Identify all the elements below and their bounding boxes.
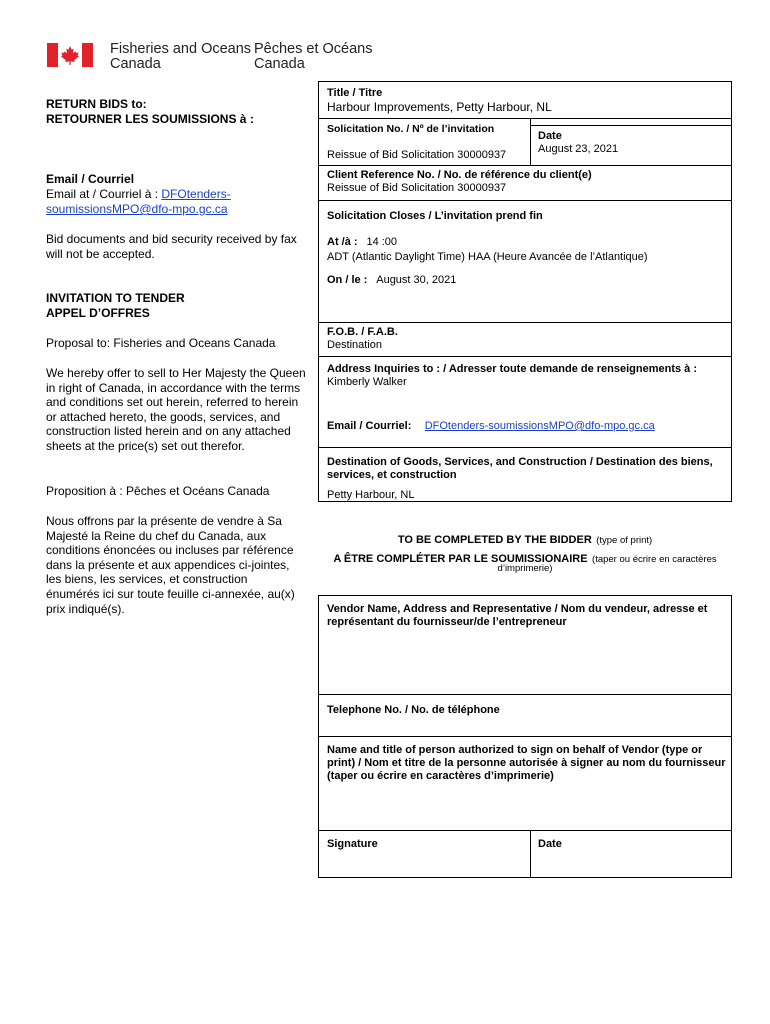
contact-email-link[interactable]: DFOtenders-soumissionsMPO@dfo-mpo.gc.ca (424, 420, 655, 432)
email-link-part1[interactable]: DFOtenders- (161, 187, 231, 201)
closing-time (327, 232, 397, 250)
telephone-field[interactable] (319, 718, 731, 735)
date-label: Date (538, 130, 562, 142)
contact-email-label: Email / Courriel: (327, 420, 412, 432)
fob-label: F.O.B. / F.A.B. (327, 326, 398, 338)
dept-fr-line2: Canada (254, 56, 305, 72)
complete-fr-note2: d’imprimerie) (497, 563, 553, 574)
signature-date-field[interactable] (531, 852, 731, 876)
return-bids-fr: RETOURNER LES SOUMISSIONS à : (46, 112, 254, 126)
on-value: August 30, 2021 (376, 274, 457, 286)
closes-label: Solicitation Closes / L’invitation prend fin (327, 210, 543, 222)
email-link-part2[interactable]: soumissionsMPO@dfo-mpo.gc.ca (46, 202, 228, 216)
timezone: ADT (Atlantic Daylight Time) HAA (Heure Avancée de l’Atlantique) (327, 251, 648, 263)
proposal-en: Proposal to: Fisheries and Oceans Canada (46, 336, 276, 350)
proposal-fr: Proposition à : Pêches et Océans Canada (46, 484, 270, 498)
offer-fr: Nous offrons par la présente de vendre à Sa Majesté la Reine du chef du Canada, aux conditions énoncées ou incluses par référence dans la présente et aux appendices ci-jointes, les biens, les services, et construction énumérés ici sur toute feuille ci-annexée, au(x) prix indiqué(s). (46, 514, 295, 616)
date-value: August 23, 2021 (538, 143, 619, 155)
closing-date (327, 270, 456, 288)
complete-fr-note1: (taper ou écrire en caractères (592, 554, 717, 565)
complete-en-note: (type of print) (596, 535, 653, 546)
destination-label: Destination of Goods, Services, and Construction / Destination des biens, services, et construction (327, 456, 713, 481)
dept-en-line1: Fisheries and Oceans (110, 41, 252, 57)
dept-fr-line1: Pêches et Océans (254, 41, 373, 57)
solicitation-value: Reissue of Bid Solicitation 30000937 (327, 149, 507, 161)
on-label: On / le : (327, 274, 368, 286)
signature-label: Signature (327, 838, 378, 850)
fax-note: Bid documents and bid security received by fax will not be accepted. (46, 232, 297, 261)
email-line (46, 187, 308, 202)
invitation-en: INVITATION TO TENDER (46, 291, 185, 305)
department-name-en (110, 42, 251, 72)
fob-value: Destination (327, 339, 383, 351)
destination-value: Petty Harbour, NL (327, 489, 415, 501)
tender-info-table (318, 81, 732, 502)
vendor-label: Vendor Name, Address and Representative / Nom du vendeur, adresse et représentant du fournisseur/de l’entrepreneur (327, 603, 708, 628)
at-value: 14 :00 (366, 236, 398, 248)
telephone-label: Telephone No. / No. de téléphone (327, 704, 500, 716)
signature-date-label: Date (538, 838, 562, 850)
complete-en (318, 530, 732, 548)
client-ref-value: Reissue of Bid Solicitation 30000937 (327, 182, 507, 194)
email-prefix: Email at / Courriel à : (46, 187, 162, 201)
canada-flag-logo (47, 43, 93, 67)
invitation-fr: APPEL D’OFFRES (46, 306, 150, 320)
complete-en-text: TO BE COMPLETED BY THE BIDDER (397, 534, 592, 546)
client-ref-label: Client Reference No. / No. de référence du client(e) (327, 169, 592, 181)
solicitation-label: Solicitation No. / Nº de l’invitation (327, 123, 495, 135)
return-bids-en: RETURN BIDS to: (46, 97, 147, 111)
contact-email (327, 416, 655, 434)
at-label: At /à : (327, 236, 358, 248)
authorized-field[interactable] (319, 786, 731, 829)
complete-fr-text: A ÊTRE COMPLÉTER PAR LE SOUMISSIONAIRE (333, 553, 588, 565)
title-value: Harbour Improvements, Petty Harbour, NL (327, 100, 552, 114)
inquiries-value: Kimberly Walker (327, 376, 407, 388)
offer-en: We hereby offer to sell to Her Majesty the Queen in right of Canada, in accordance with the terms and conditions set out herein, referred to herein or attached hereto, the goods, services, and construction listed herein and on any attached sheets at the price(s) set out therefor. (46, 366, 306, 453)
email-heading: Email / Courriel (46, 172, 135, 186)
bidder-form-table (318, 595, 732, 878)
title-label: Title / Titre (327, 87, 383, 99)
authorized-label: Name and title of person authorized to sign on behalf of Vendor (type or print) / Nom et titre de la personne autorisée à signer au nom du fournisseur (taper ou écrire en caractères d’imprimerie) (327, 744, 726, 782)
inquiries-label: Address Inquiries to : / Adresser toute demande de renseignements à : (327, 363, 698, 375)
dept-en-line2: Canada (110, 56, 161, 72)
vendor-field[interactable] (319, 628, 731, 693)
signature-field[interactable] (319, 852, 529, 876)
department-name-fr (254, 42, 373, 72)
